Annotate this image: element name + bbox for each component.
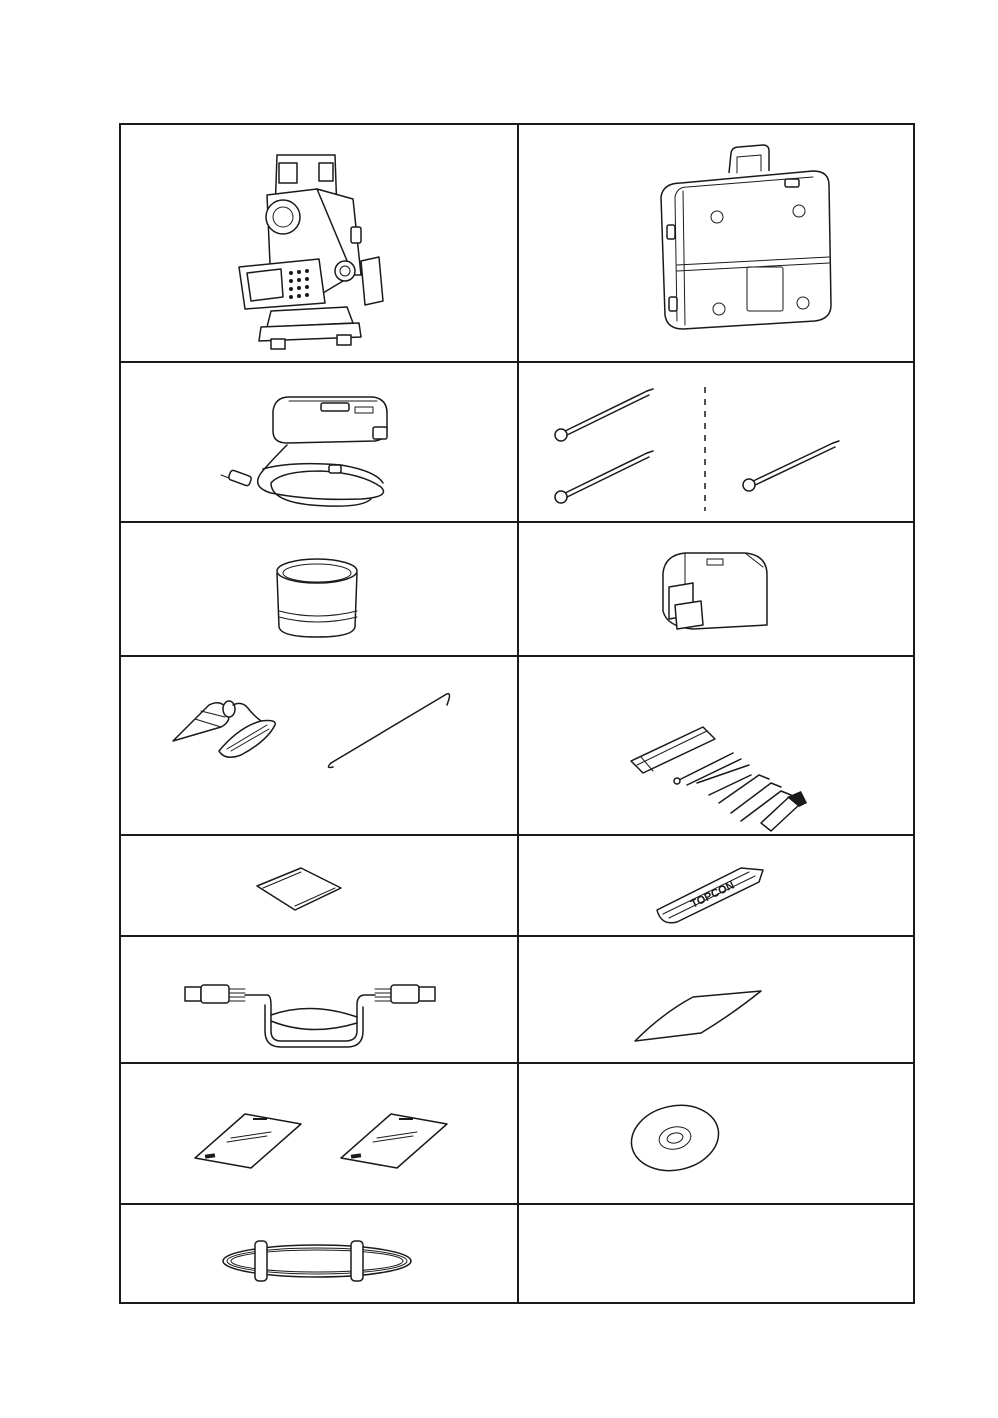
tool-pouch-icon: [517, 655, 915, 834]
cell-empty: [517, 1203, 915, 1304]
battery-charger-icon: [121, 361, 517, 521]
stylus-pens-icon: [517, 361, 915, 521]
silica-gel-icon: [121, 834, 517, 935]
cell-cd-rom: [517, 1062, 915, 1203]
cell-manuals: [121, 1062, 517, 1203]
cell-plumb-bob: [121, 655, 517, 834]
cell-total-station: [121, 125, 517, 361]
cell-stylus-pens: [517, 361, 915, 521]
cell-protective-sheet: [517, 935, 915, 1062]
cd-rom-icon: [517, 1062, 915, 1203]
accessory-table: [119, 123, 915, 1304]
plumb-bob-icon: [121, 655, 517, 834]
cell-lens-hood: [121, 521, 517, 655]
cell-battery-charger: [121, 361, 517, 521]
protective-sheet-icon: [517, 935, 915, 1062]
manuals-icon: [121, 1062, 517, 1203]
cell-tool-pouch: [517, 655, 915, 834]
cell-cleaning-cloth: [517, 834, 915, 935]
cell-silica-gel: [121, 834, 517, 935]
cleaning-cloth-icon: [517, 834, 915, 935]
cell-display-cover: [517, 521, 915, 655]
carrying-strap-icon: [121, 1203, 517, 1304]
total-station-icon: [121, 125, 517, 361]
cell-carrying-strap: [121, 1203, 517, 1304]
carrying-case-icon: [517, 125, 915, 361]
display-cover-icon: [517, 521, 915, 655]
usb-cable-icon: [121, 935, 517, 1062]
brand-label: TOPCON: [689, 879, 737, 911]
lens-hood-icon: [121, 521, 517, 655]
cell-usb-cable: [121, 935, 517, 1062]
cell-carrying-case: [517, 125, 915, 361]
